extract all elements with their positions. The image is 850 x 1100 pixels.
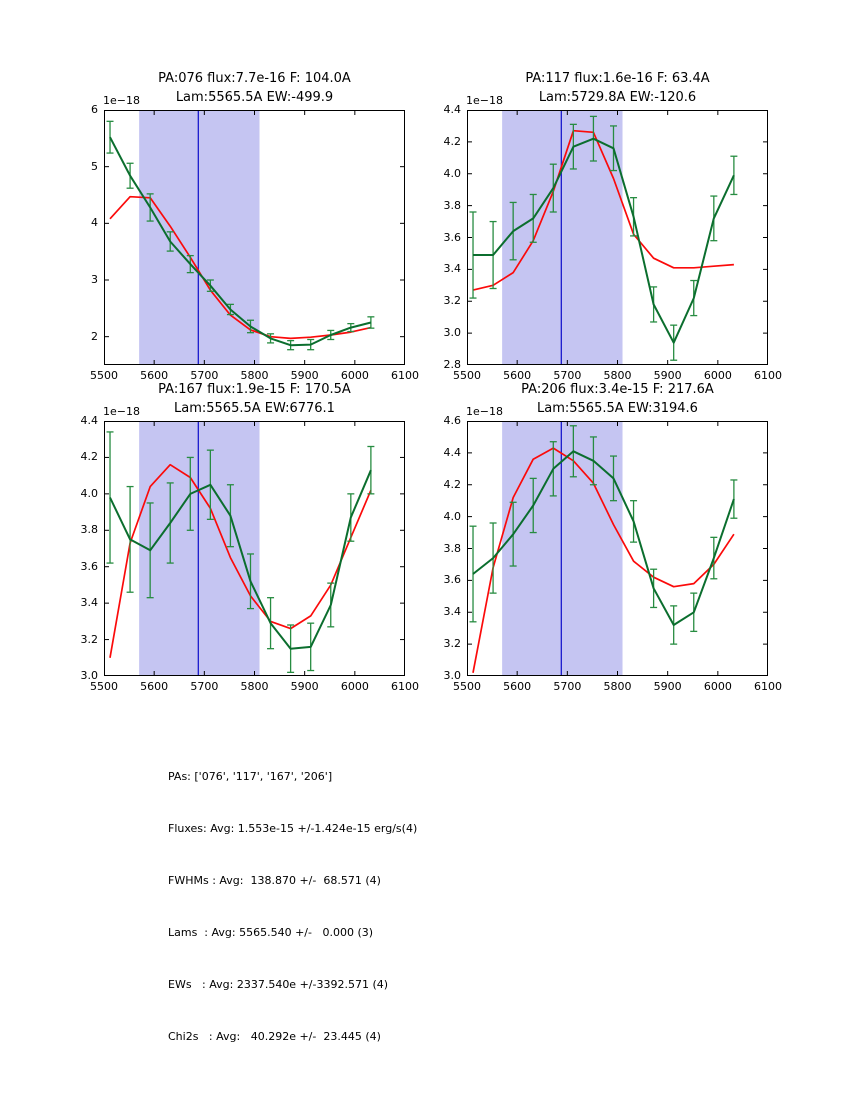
- x-tick-label: 5700: [553, 369, 582, 382]
- y-tick-label: 4.2: [443, 134, 461, 148]
- subplot2-title-line2: Lam:5729.8A EW:-120.6: [538, 90, 697, 105]
- y-tick-label: 3.8: [443, 541, 461, 555]
- y-tick-label: 4.0: [80, 486, 98, 500]
- x-tick-label: 6000: [340, 680, 369, 693]
- y-tick-label: 3: [91, 273, 98, 286]
- subplot2-axes: [467, 110, 768, 365]
- y-tick-label: 4.0: [443, 509, 461, 523]
- subplot3-title-line2: Lam:5565.5A EW:6776.1: [174, 401, 335, 416]
- summary-fluxes: Fluxes: Avg: 1.553e-15 +/-1.424e-15 erg/s(4): [168, 822, 418, 835]
- x-tick-label: 6000: [340, 369, 369, 382]
- x-tick-label: 5600: [140, 369, 169, 382]
- y-tick-label: 3.4: [80, 596, 98, 610]
- x-tick-label: 6000: [703, 680, 732, 693]
- y-tick-label: 5: [91, 159, 98, 173]
- x-tick-label: 5500: [453, 680, 481, 693]
- x-tick-label: 5600: [140, 680, 169, 693]
- subplot3-y-offset-label: 1e−18: [103, 405, 140, 418]
- y-tick-label: 4.4: [443, 103, 461, 116]
- y-tick-label: 3.2: [443, 294, 461, 308]
- subplot1-y-offset-label: 1e−18: [103, 94, 140, 107]
- y-tick-label: 3.0: [443, 326, 461, 340]
- summary-fwhms: FWHMs : Avg: 138.870 +/- 68.571 (4): [168, 874, 381, 887]
- y-tick-label: 3.6: [80, 559, 98, 573]
- y-tick-label: 4.0: [443, 166, 461, 180]
- x-tick-label: 6000: [703, 369, 732, 382]
- y-tick-label: 3.6: [443, 573, 461, 587]
- summary-stats: [168, 744, 417, 1082]
- x-tick-label: 5900: [290, 680, 319, 693]
- x-tick-label: 5700: [553, 680, 582, 693]
- y-tick-label: 3.2: [80, 632, 98, 646]
- subplot3-title-line1: PA:167 flux:1.9e-15 F: 170.5A: [158, 382, 351, 397]
- subplot4-title-line1: PA:206 flux:3.4e-15 F: 217.6A: [521, 382, 714, 397]
- x-tick-label: 5500: [453, 369, 481, 382]
- x-tick-label: 5700: [190, 680, 219, 693]
- x-tick-label: 6100: [754, 369, 782, 382]
- x-tick-label: 6100: [754, 680, 782, 693]
- summary-pas: PAs: ['076', '117', '167', '206']: [168, 770, 333, 783]
- y-tick-label: 2: [91, 329, 98, 343]
- y-tick-label: 3.8: [80, 523, 98, 537]
- fit-region-band: [502, 110, 622, 365]
- x-tick-label: 5800: [603, 680, 632, 693]
- summary-lams: Lams : Avg: 5565.540 +/- 0.000 (3): [168, 926, 374, 939]
- y-tick-label: 4.4: [443, 445, 461, 459]
- x-tick-label: 5500: [90, 680, 118, 693]
- subplot2-y-offset-label: 1e−18: [466, 94, 503, 107]
- subplot1-axes: [104, 110, 405, 365]
- x-tick-label: 5600: [503, 369, 532, 382]
- y-tick-label: 3.0: [443, 669, 461, 682]
- subplot2-title-line1: PA:117 flux:1.6e-16 F: 63.4A: [525, 71, 710, 86]
- subplot1-title-line2: Lam:5565.5A EW:-499.9: [175, 90, 334, 105]
- x-tick-label: 5600: [503, 680, 532, 693]
- subplot4-axes: [467, 421, 768, 676]
- y-tick-label: 3.2: [443, 637, 461, 651]
- x-tick-label: 6100: [391, 369, 419, 382]
- x-tick-label: 6100: [391, 680, 419, 693]
- y-tick-label: 3.0: [80, 669, 98, 682]
- x-tick-label: 5800: [240, 680, 269, 693]
- subplot1-title-line1: PA:076 flux:7.7e-16 F: 104.0A: [158, 71, 351, 86]
- x-tick-label: 5700: [190, 369, 219, 382]
- y-tick-label: 4.4: [80, 414, 98, 427]
- summary-ews: EWs : Avg: 2337.540e +/-3392.571 (4): [168, 978, 389, 991]
- x-tick-label: 5500: [90, 369, 118, 382]
- summary-chi2s: Chi2s : Avg: 40.292e +/- 23.445 (4): [168, 1030, 381, 1043]
- y-tick-label: 4.6: [443, 414, 461, 427]
- x-tick-label: 5800: [603, 369, 632, 382]
- y-tick-label: 3.4: [443, 262, 461, 276]
- y-tick-label: 4.2: [80, 450, 98, 464]
- y-tick-label: 2.8: [443, 358, 461, 371]
- y-tick-label: 4: [91, 216, 98, 230]
- x-tick-label: 5900: [290, 369, 319, 382]
- y-tick-label: 3.6: [443, 230, 461, 244]
- x-tick-label: 5900: [653, 680, 682, 693]
- subplot3-axes: [104, 421, 405, 676]
- x-tick-label: 5900: [653, 369, 682, 382]
- y-tick-label: 4.2: [443, 477, 461, 491]
- x-tick-label: 5800: [240, 369, 269, 382]
- y-tick-label: 6: [91, 103, 98, 116]
- fit-region-band: [502, 421, 622, 676]
- y-tick-label: 3.8: [443, 198, 461, 212]
- fit-region-band: [139, 110, 259, 365]
- subplot4-title-line2: Lam:5565.5A EW:3194.6: [537, 401, 698, 416]
- y-tick-label: 3.4: [443, 605, 461, 619]
- subplot4-y-offset-label: 1e−18: [466, 405, 503, 418]
